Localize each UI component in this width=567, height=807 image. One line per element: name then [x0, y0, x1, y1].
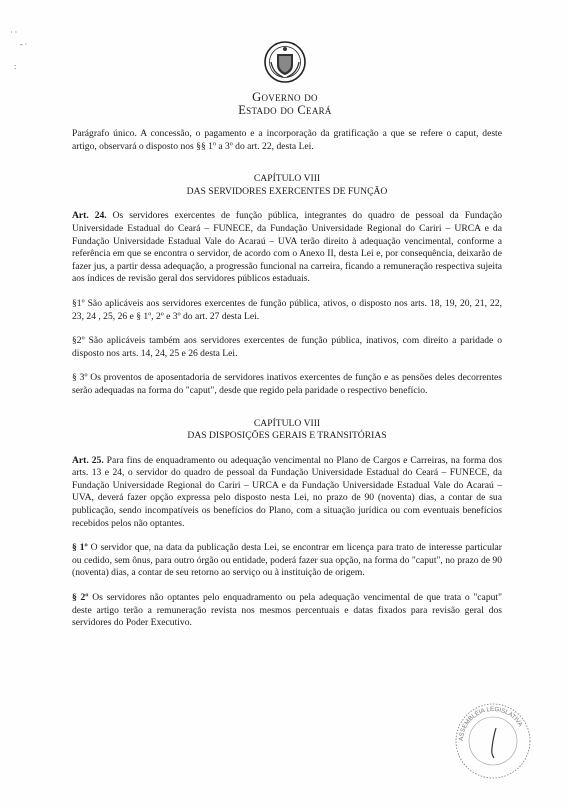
article-25-paragraph-2	[72, 592, 502, 630]
letterhead	[200, 40, 370, 118]
paragrafo-unico: Parágrafo único. A concessão, o pagamento e a incorporação da gratificação a que se refere o caput, deste artigo, observará o disposto nos §§ 1º a 3º do art. 22, desta Lei.	[72, 128, 502, 152]
chapter-title: CAPÍTULO VIII	[253, 173, 321, 185]
article-24-paragraph-3: § 3º Os proventos de aposentadoria de servidores inativos exercentes de função e as pensões deles decorrentes serão adequadas na forma do "caput", desde que regido pela paridade o respectivo benefício.	[72, 372, 502, 396]
letterhead-line1: Governo do	[252, 90, 318, 104]
scan-artifact: · ·	[10, 28, 18, 37]
paragraph-label: § 2º	[72, 592, 89, 604]
scan-artifact: - ·	[20, 40, 28, 49]
chapter-subtitle: DAS DISPOSIÇÕES GERAIS E TRANSITÓRIAS	[187, 430, 387, 442]
article-label: Art. 24.	[72, 210, 107, 222]
article-label: Art. 25.	[72, 454, 104, 466]
paragraph-label: § 1º	[72, 542, 88, 554]
article-text: Para fins de enquadramento ou adequação vencimental no Plano de Cargos e Carreiras, na forma dos arts. 13 e 24, o servidor do quadro de pessoal da Fundação Universidade Estadual do Ceará – FUNECE, da Fundação Universidade Regional do Cariri – URCA e da Fundação Universidade Estadual Vale do Acaraú – UVA, deverá fazer opção expressa pelo disposto nesta Lei, no prazo de 90 (noventa) dias, a contar de sua publicação, sendo incompatíveis os benefícios do Plano, com a situação jurídica ou com eventuais benefícios recebidos pelos não optantes.	[72, 454, 502, 529]
paragraph-text: Os servidores não optantes pelo enquadramento ou pela adequação vencimental de que trata o "caput" deste artigo terão a remuneração revista nos mesmos percentuais e datas fixados para revisão geral dos servidores do Poder Executivo.	[72, 592, 502, 629]
rubric-stamp	[452, 700, 534, 782]
letterhead-line2: Estado do Ceará	[238, 103, 332, 117]
chapter-title: CAPÍTULO VIII	[253, 417, 321, 429]
article-25-paragraph-1	[72, 542, 502, 580]
stamp-text: ASSEMBLEIA LEGISLATIVA	[457, 705, 524, 742]
article-text: Os servidores exercentes de função pública, integrantes do quadro de pessoal da Fundação Universidade Estadual do Ceará – FUNECE, da Fundação Universidade Regional do Cariri – URCA e da Fundação Universidade Estadual Vale do Acaraú – UVA terão direito à adequação vencimental, conforme a referência em que se encontra o servidor, de acordo com o Anexo II, desta Lei e, por consequência, deixarão de fazer jus, a partir dessa adequação, a progressão funcional na carreira, ficando a remuneração respectiva sujeita aos índices de revisão geral dos servidores públicos estaduais.	[72, 210, 502, 285]
chapter-subtitle: DAS SERVIDORES EXERCENTES DE FUNÇÃO	[186, 185, 388, 197]
article-24	[72, 210, 502, 286]
scan-artifact: :	[14, 62, 17, 71]
article-25	[72, 455, 502, 531]
document-body	[72, 128, 502, 630]
article-24-paragraph-2: §2º São aplicáveis também aos servidores exercentes de função pública, inativos, com direito a paridade o disposto nos arts. 14, 24, 25 e 26 desta Lei.	[72, 335, 502, 359]
rubric-signature-icon	[492, 728, 496, 758]
article-24-paragraph-1: §1º São aplicáveis aos servidores exercentes de função pública, ativos, o disposto nos arts. 18, 19, 20, 21, 22, 23, 24 , 25, 26 e § 1º, 2º e 3º do art. 27 desta Lei.	[72, 297, 502, 322]
paragraph-text: O servidor que, na data da publicação desta Lei, se encontrar em licença para trato de interesse particular ou cedido, sem ônus, para outro órgão ou entidade, poderá fazer sua opção, na forma do "caput", no prazo de 90 (noventa) dias, a contar de seu retorno ao serviço ou à instituição de origem.	[72, 542, 502, 579]
state-seal-icon	[263, 40, 307, 84]
